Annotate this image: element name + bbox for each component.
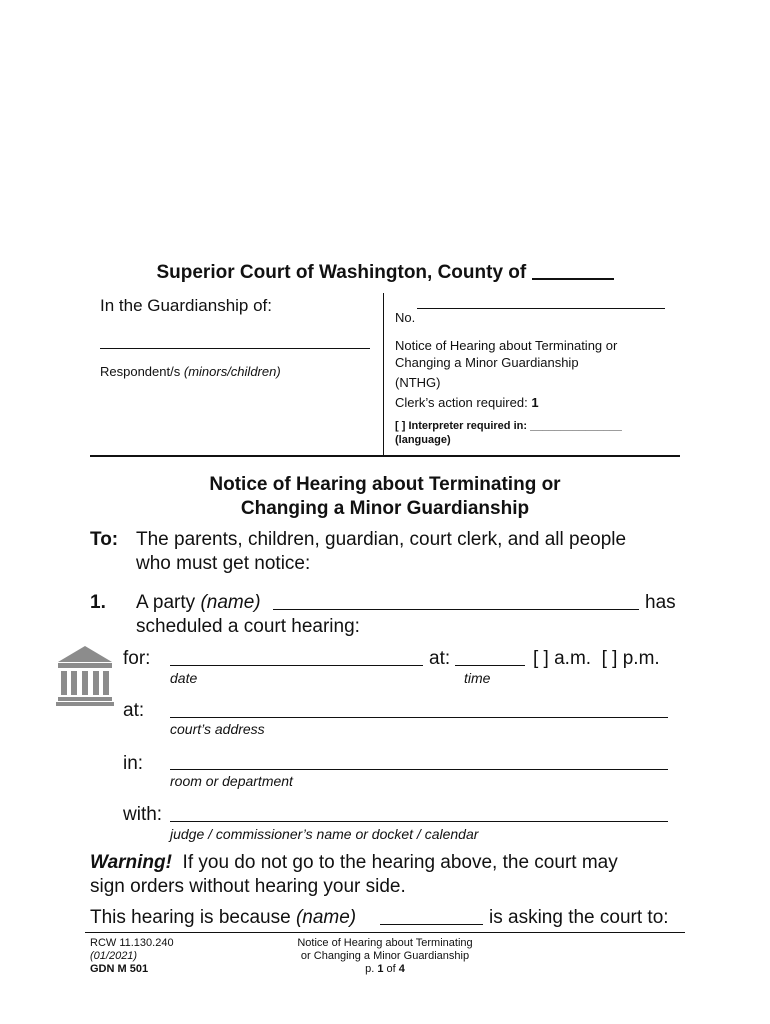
footer-rcw: RCW 11.130.240 [90, 937, 174, 949]
has-label: has [645, 592, 676, 613]
to-line2: who must get notice: [136, 553, 311, 574]
at-time-label: at: [429, 648, 451, 669]
interpreter-language: (language) [395, 434, 451, 446]
case-number-label: No. [395, 310, 416, 325]
caption-bottom-rule [90, 455, 680, 457]
footer-center-line2: or Changing a Minor Guardianship [300, 950, 470, 962]
courthouse-icon [56, 644, 114, 706]
in-room-label: in: [123, 753, 144, 774]
form-heading-line1: Notice of Hearing about Terminating or [209, 474, 561, 495]
with-label: with: [123, 804, 163, 825]
date-field[interactable] [170, 665, 423, 666]
room-sublabel: room or department [170, 773, 293, 789]
warning-line2: sign orders without hearing your side. [90, 876, 406, 897]
form-name-line2: Changing a Minor Guardianship [395, 355, 579, 370]
judge-sublabel: judge / commissioner’s name or docket / calendar [170, 826, 479, 842]
form-heading-line2: Changing a Minor Guardianship [240, 498, 530, 519]
interpreter-line: [ ] Interpreter required in: _______________ [395, 420, 622, 432]
at-address-label: at: [123, 700, 145, 721]
time-sublabel: time [464, 670, 491, 686]
form-code: (NTHG) [395, 375, 441, 390]
item1-number: 1. [90, 592, 106, 613]
to-label: To: [90, 529, 119, 550]
clerk-action: Clerk’s action required: 1 [395, 395, 539, 410]
date-sublabel: date [170, 670, 198, 686]
guardianship-label: In the Guardianship of: [100, 296, 273, 315]
item1-line2: scheduled a court hearing: [136, 616, 360, 637]
to-line1: The parents, children, guardian, court clerk, and all people [136, 529, 627, 550]
court-title: Superior Court of Washington, County of [0, 262, 770, 284]
because-suffix: is asking the court to: [489, 907, 669, 928]
because-name-field[interactable] [380, 924, 483, 925]
footer-rule [85, 932, 685, 933]
judge-field[interactable] [170, 821, 668, 822]
address-sublabel: court’s address [170, 721, 265, 737]
respondent-line [100, 348, 370, 349]
footer-center-line1: Notice of Hearing about Terminating [297, 937, 473, 949]
because-prefix: This hearing is because (name) [90, 907, 357, 928]
respondent-label: Respondent/s (minors/children) [100, 364, 281, 379]
party-name-field[interactable] [273, 609, 639, 610]
room-field[interactable] [170, 769, 668, 770]
address-field[interactable] [170, 717, 668, 718]
footer-page: p. 1 of 4 [365, 963, 405, 975]
party-prefix: A party (name) [136, 592, 261, 613]
footer-code: GDN M 501 [90, 963, 149, 975]
warning-line1: Warning! If you do not go to the hearing above, the court may [90, 852, 618, 873]
caption-divider [383, 293, 384, 456]
time-field[interactable] [455, 665, 525, 666]
form-name-line1: Notice of Hearing about Terminating or [395, 338, 618, 353]
ampm-checkboxes[interactable]: [ ] a.m. [ ] p.m. [533, 648, 660, 669]
for-label: for: [123, 648, 151, 669]
footer-date: (01/2021) [90, 950, 138, 962]
case-number-line [417, 308, 665, 309]
